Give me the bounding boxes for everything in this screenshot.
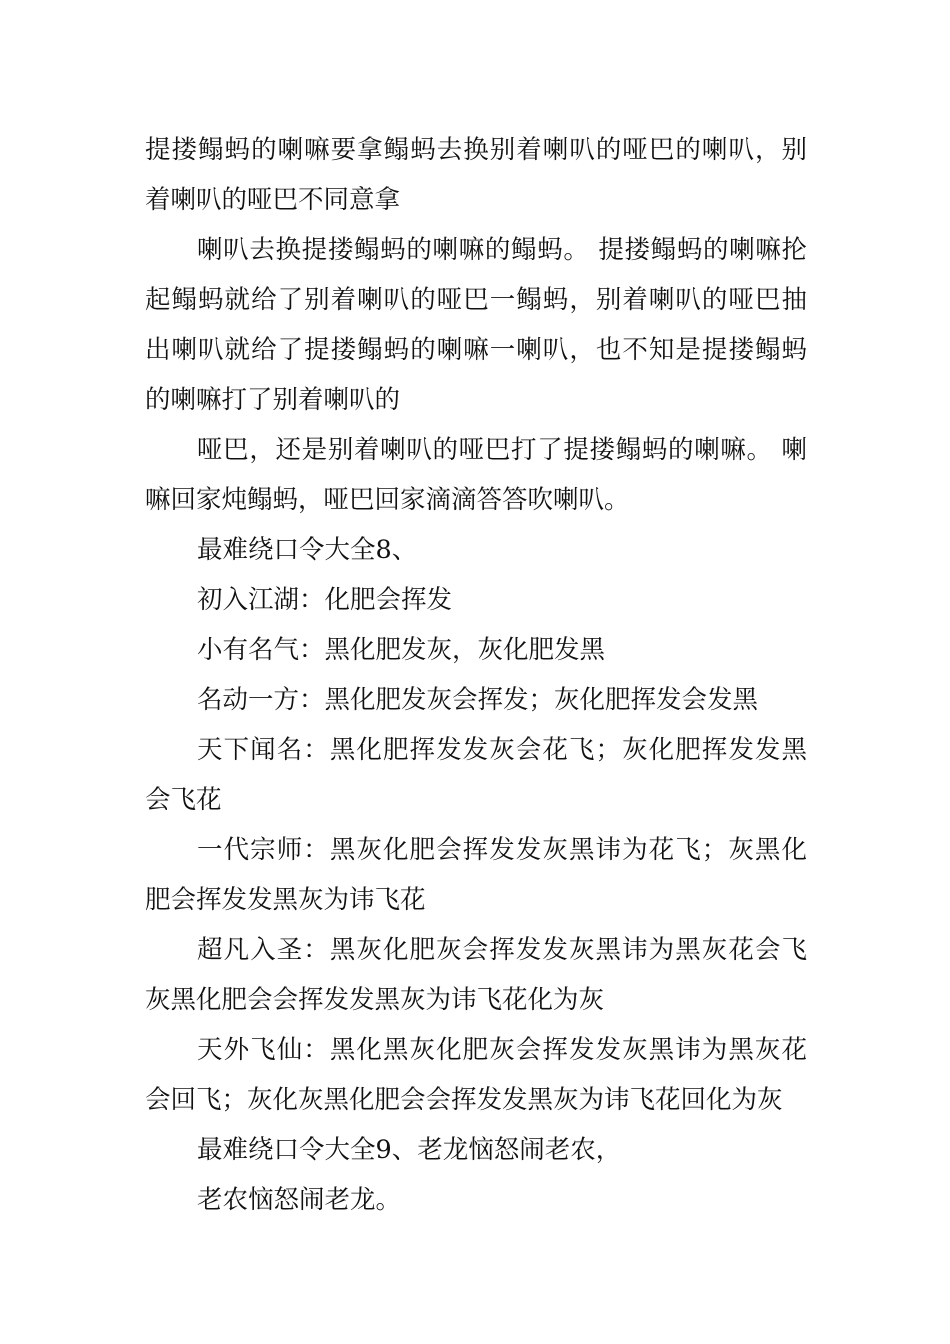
paragraph-4: 最难绕口令大全8、 [197,535,418,565]
paragraph-9: 一代宗师：黑灰化肥会挥发发灰黑讳为花飞；灰黑化肥会挥发发黑灰为讳飞花 [145,835,807,915]
paragraph-10: 超凡入圣：黑灰化肥灰会挥发发灰黑讳为黑灰花会飞灰黑化肥会会挥发发黑灰为讳飞花化为灰 [145,935,807,1015]
paragraph-13: 老农恼怒闹老龙。 [197,1185,402,1215]
document-page [145,125,807,1225]
paragraph-2: 喇叭去换提搂鳎蚂的喇嘛的鳎蚂。 提搂鳎蚂的喇嘛抡起鳎蚂就给了别着喇叭的哑巴一鳎蚂，别着喇叭的哑巴抽出喇叭就给了提搂鳎蚂的喇嘛一喇叭，也不知是提搂鳎蚂的喇嘛打了别着喇叭的 [145,235,807,415]
paragraph-11: 天外飞仙：黑化黑灰化肥灰会挥发发灰黑讳为黑灰花会回飞；灰化灰黑化肥会会挥发发黑灰为讳飞花回化为灰 [145,1035,807,1115]
paragraph-5: 初入江湖：化肥会挥发 [197,585,453,615]
paragraph-7: 名动一方：黑化肥发灰会挥发；灰化肥挥发会发黑 [197,685,759,715]
paragraph-3: 哑巴，还是别着喇叭的哑巴打了提搂鳎蚂的喇嘛。 喇嘛回家炖鳎蚂，哑巴回家滴滴答答吹喇叭。 [145,435,807,515]
paragraph-12: 最难绕口令大全9、老龙恼怒闹老农， [197,1135,622,1165]
paragraph-6: 小有名气：黑化肥发灰，灰化肥发黑 [197,635,606,665]
paragraph-1: 提搂鳎蚂的喇嘛要拿鳎蚂去换别着喇叭的哑巴的喇叭，别着喇叭的哑巴不同意拿 [145,135,807,215]
paragraph-8: 天下闻名：黑化肥挥发发灰会花飞；灰化肥挥发发黑会飞花 [145,735,807,815]
